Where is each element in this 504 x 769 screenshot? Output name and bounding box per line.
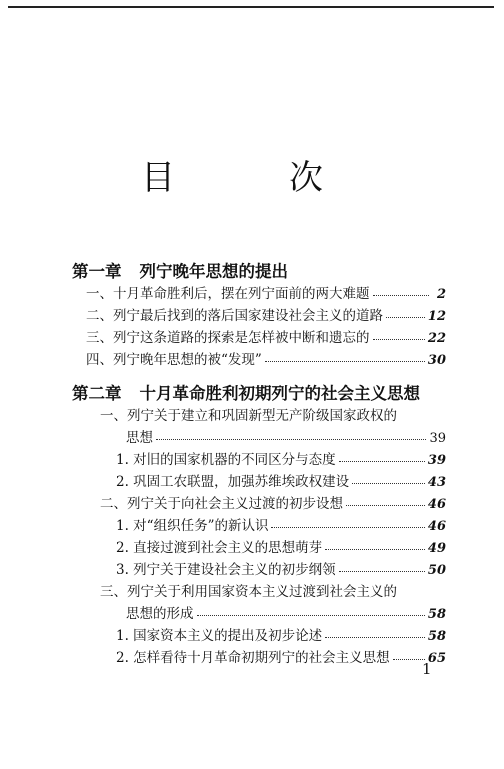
leader-dots xyxy=(156,439,426,440)
entry-text: 1. 对“组织任务”的新认识 xyxy=(116,518,269,534)
leader-dots xyxy=(339,461,425,462)
chapter-number: 第二章 xyxy=(72,384,122,403)
toc-entry[interactable] xyxy=(116,514,446,534)
leader-dots xyxy=(265,361,425,362)
entry-page: 12 xyxy=(427,309,446,324)
entry-text: 1. 国家资本主义的提出及初步论述 xyxy=(116,628,323,644)
page-title: 目 次 xyxy=(141,158,363,198)
entry-page: 58 xyxy=(427,629,446,644)
leader-dots xyxy=(386,317,425,318)
toc-entry[interactable] xyxy=(116,558,446,578)
toc-entry-continuation[interactable] xyxy=(126,426,446,446)
entry-page: 46 xyxy=(427,497,446,512)
entry-page: 46 xyxy=(427,519,446,534)
leader-dots xyxy=(352,483,425,484)
entry-text: 思想的形成 xyxy=(126,606,194,622)
entry-text: 2. 巩固工农联盟，加强苏维埃政权建设 xyxy=(116,474,350,490)
leader-dots xyxy=(373,339,425,340)
entry-page: 49 xyxy=(427,541,446,556)
entry-page: 30 xyxy=(427,353,446,368)
top-rule xyxy=(8,6,494,8)
chapter-title: 十月革命胜利初期列宁的社会主义思想 xyxy=(139,384,420,403)
leader-dots xyxy=(393,659,425,660)
entry-page: 39 xyxy=(427,453,446,468)
toc-entry[interactable] xyxy=(86,304,446,324)
entry-page: 50 xyxy=(427,563,446,578)
toc-entry[interactable] xyxy=(116,536,446,556)
leader-dots xyxy=(271,527,424,528)
entry-text: 2. 直接过渡到社会主义的思想萌芽 xyxy=(116,540,323,556)
toc-entry[interactable] xyxy=(116,624,446,644)
toc-entry[interactable] xyxy=(116,646,446,666)
toc-entry[interactable] xyxy=(116,470,446,490)
toc-entry[interactable] xyxy=(86,326,446,346)
toc-entry[interactable] xyxy=(116,448,446,468)
toc-entry-continuation[interactable] xyxy=(126,602,446,622)
leader-dots xyxy=(197,615,425,616)
leader-dots xyxy=(325,549,425,550)
leader-dots xyxy=(346,505,425,506)
chapter-heading xyxy=(72,258,288,282)
entry-text: 三、列宁关于利用国家资本主义过渡到社会主义的 xyxy=(100,584,397,600)
leader-dots xyxy=(373,295,430,296)
entry-text: 一、列宁关于建立和巩固新型无产阶级国家政权的 xyxy=(100,408,397,424)
entry-page: 58 xyxy=(427,607,446,622)
entry-page: 2 xyxy=(436,287,446,302)
entry-text: 思想 xyxy=(126,430,153,446)
leader-dots xyxy=(325,637,425,638)
entry-text: 一、十月革命胜利后，摆在列宁面前的两大难题 xyxy=(86,286,370,302)
entry-page: 43 xyxy=(427,475,446,490)
entry-text: 2. 怎样看待十月革命初期列宁的社会主义思想 xyxy=(116,650,390,666)
entry-text: 三、列宁这条道路的探索是怎样被中断和遗忘的 xyxy=(86,330,370,346)
entry-page: 39 xyxy=(429,431,446,446)
entry-text: 二、列宁最后找到的落后国家建设社会主义的道路 xyxy=(86,308,383,324)
chapter-title: 列宁晚年思想的提出 xyxy=(139,262,288,281)
chapter-heading xyxy=(72,380,420,404)
entry-text: 1. 对旧的国家机器的不同区分与态度 xyxy=(116,452,336,468)
leader-dots xyxy=(339,571,425,572)
toc-entry[interactable] xyxy=(86,348,446,368)
toc-entry[interactable] xyxy=(100,492,446,512)
entry-page: 65 xyxy=(427,651,446,666)
toc-entry[interactable] xyxy=(100,580,446,600)
entry-text: 四、列宁晚年思想的被“发现” xyxy=(86,352,262,368)
toc-entry[interactable] xyxy=(100,404,446,424)
chapter-number: 第一章 xyxy=(72,262,122,281)
toc-entry[interactable] xyxy=(86,282,446,302)
entry-text: 3. 列宁关于建设社会主义的初步纲领 xyxy=(116,562,336,578)
page-number: 1 xyxy=(422,660,432,678)
entry-page: 22 xyxy=(427,331,446,346)
entry-text: 二、列宁关于向社会主义过渡的初步设想 xyxy=(100,496,343,512)
